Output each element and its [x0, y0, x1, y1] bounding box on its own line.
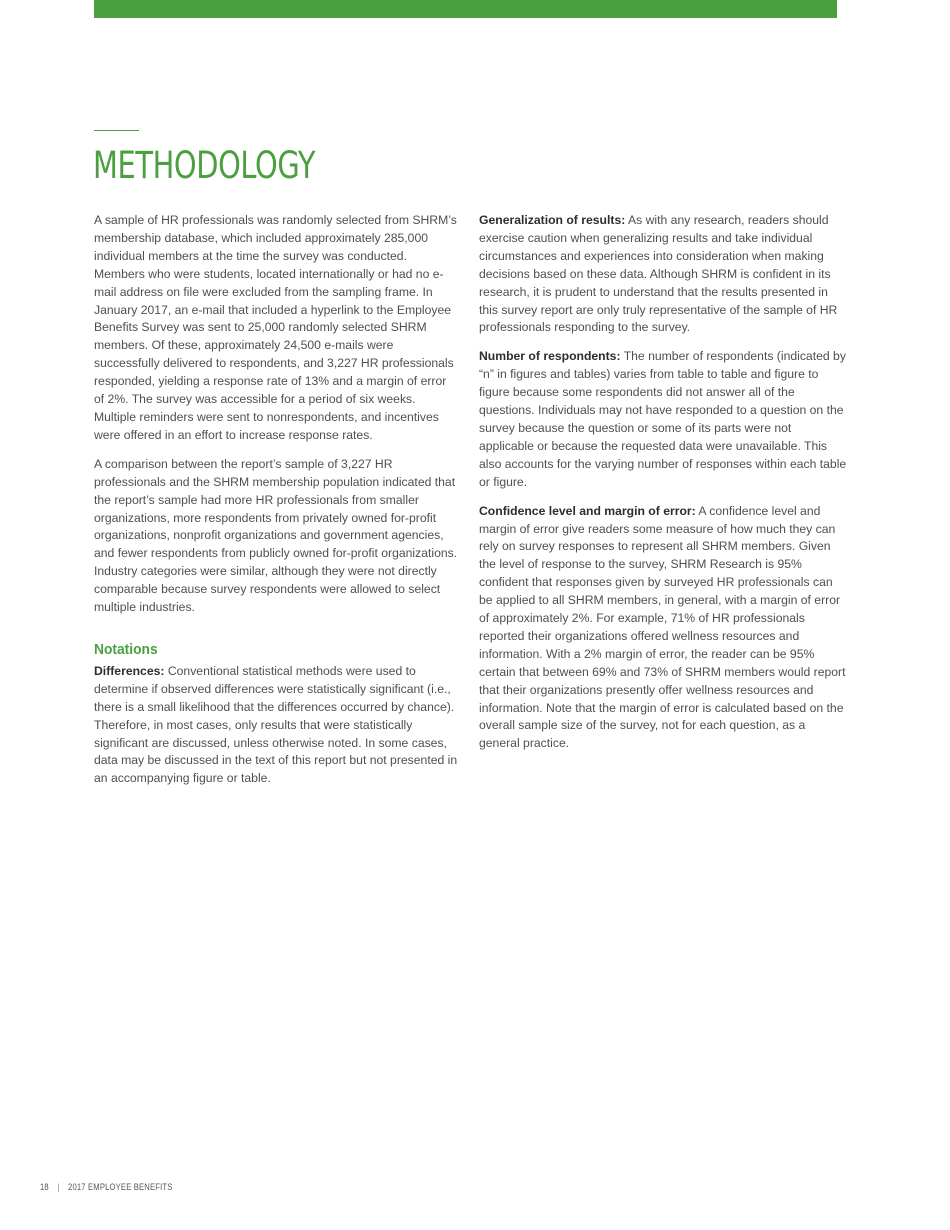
header-accent-bar: [94, 0, 837, 18]
sampling-paragraph: A sample of HR professionals was randomly selected from SHRM’s membership database, which included approximately 285,000 individual members at the time the survey was conducted. Members who were students, located internationally or had no e-mail address on file were excluded from the sampling frame. In January 2017, an e-mail that included a hyperlink to the Employee Benefits Survey was sent to 25,000 randomly selected SHRM members. Of these, approximately 24,500 e-mails were successfully delivered to respondents, and 3,227 HR professionals responded, yielding a response rate of 13% and a margin of error of 2%. The survey was accessible for a period of six weeks. Multiple reminders were sent to nonrespondents, and incentives were offered in an effort to increase response rates.: [94, 213, 457, 442]
confidence-paragraph: [479, 503, 849, 754]
differences-paragraph: [94, 663, 458, 788]
footer-separator: |: [57, 1182, 60, 1192]
page-title: METHODOLOGY: [93, 144, 316, 187]
respondents-paragraph: [479, 348, 849, 491]
differences-text: Conventional statistical methods were used to determine if observed differences were statistically significant (i.e., there is a small likelihood that the differences occurred by chance). Therefore, in most cases, only results that were statistically significant are discussed, unless otherwise noted. In some cases, data may be discussed in the text of this report but not presented in an accompanying figure or table.: [94, 663, 458, 786]
respondents-text: The number of respondents (indicated by “n” in figures and tables) varies from table to table and figure to figure because some respondents did not answer all of the questions. Individuals may not have responded to a question on the survey because the question or some of its parts were not applicable or because the requested data were unavailable. This also accounts for the varying number of responses within each table or figure.: [479, 349, 847, 489]
comparison-paragraph: A comparison between the report’s sample of 3,227 HR professionals and the SHRM membership population indicated that the report’s sample had more HR professionals from smaller organizations, more respondents from privately owned for-profit organizations, nonprofit organizations and government agencies, and fewer respondents from publicly owned for-profit organizations. Industry categories were similar, although they were not directly comparable because survey respondents were allowed to select multiple industries.: [94, 456, 458, 615]
generalization-label: Generalization of results:: [479, 213, 626, 227]
differences-label: Differences:: [94, 663, 165, 678]
confidence-text: A confidence level and margin of error give readers some measure of how much they can rely on survey responses to represent all SHRM members. Given the level of response to the survey, SHRM Research is 95% confident that responses given by surveyed HR professionals can be applied to all SHRM members, in general, with a margin of error of approximately 2%. For example, 71% of HR professionals reported their organizations offered wellness resources and information. With a 2% margin of error, the reader can be 95% certain that between 69% and 73% of SHRM members would report that their organizations presently offer wellness resources and information. Note that the margin of error is calculated based on the overall sample size of the survey, not for each question, as a general practice.: [479, 503, 846, 751]
notations-heading: Notations: [94, 640, 158, 658]
left-column: [94, 212, 458, 799]
confidence-label: Confidence level and margin of error:: [479, 503, 696, 518]
generalization-paragraph: [479, 212, 849, 337]
title-rule: [94, 130, 139, 131]
page-number: 18: [40, 1182, 49, 1192]
report-title: 2017 EMPLOYEE BENEFITS: [68, 1182, 173, 1192]
generalization-text: As with any research, readers should exercise caution when generalizing results and take individual circumstances and experiences into consideration when making decisions based on these data. Although SHRM is confident in its research, it is prudent to understand that the results presented in this survey report are only truly representative of the sample of HR professionals responding to the survey.: [479, 213, 838, 335]
right-column: [479, 212, 849, 764]
respondents-label: Number of respondents:: [479, 349, 621, 364]
page-footer: [40, 1182, 173, 1192]
